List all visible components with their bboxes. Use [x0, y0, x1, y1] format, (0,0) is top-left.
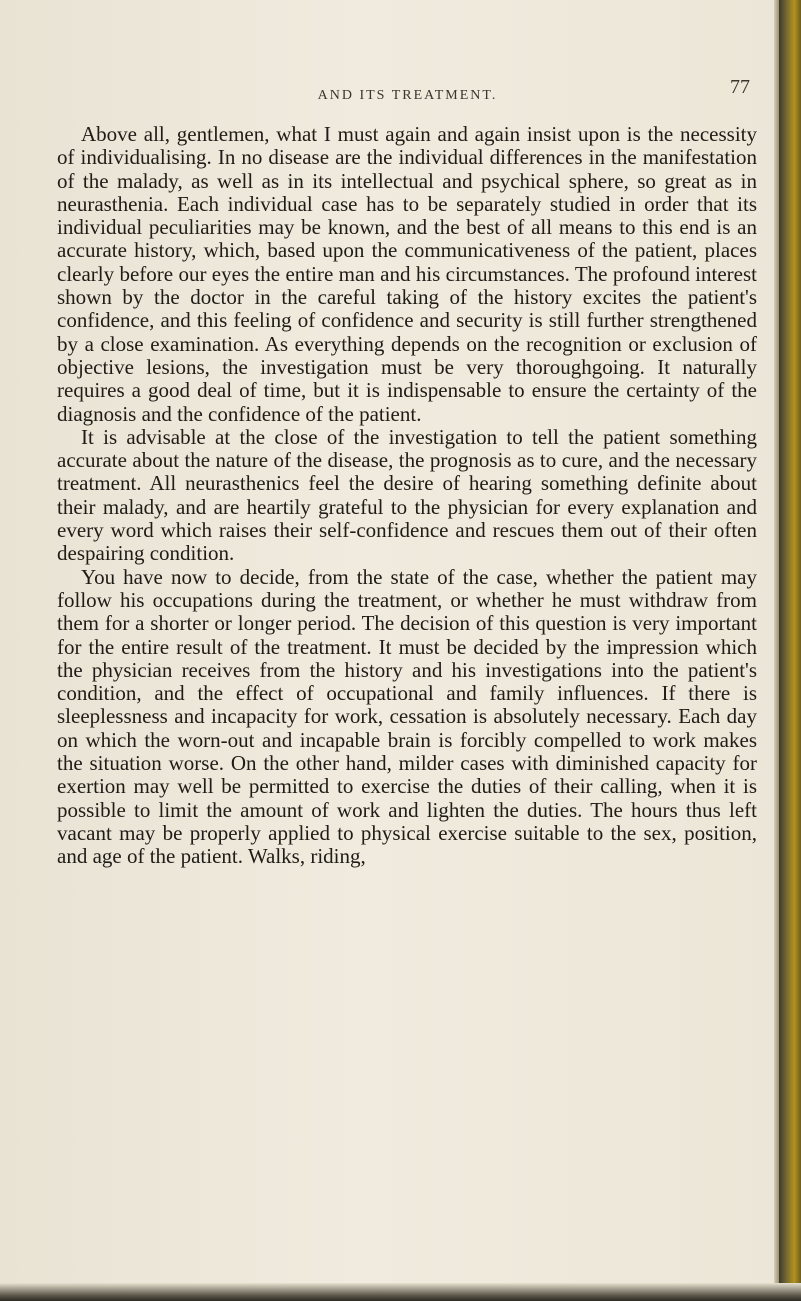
- page-number: 77: [730, 76, 750, 98]
- page-header: [55, 76, 760, 114]
- paragraph-3: You have now to decide, from the state of the case, whether the patient may follow his occupations during the treatment, or whether he must withdraw from them for a shorter or longer period. The decision of this question is very important for the entire result of the treatment. It must be decided by the impression which the physician receives from the history and his investigations into the patient's condition, and the effect of occupational and family influences. If there is sleeplessness and incapacity for work, cessation is absolutely necessary. Each day on which the worn-out and incapable brain is forcibly compelled to work makes the situation worse. On the other hand, milder cases with diminished capacity for exertion may well be permitted to exercise the duties of their calling, when it is possible to limit the amount of work and lighten the duties. The hours thus left vacant may be properly applied to physical exercise suitable to the sex, position, and age of the patient. Walks, riding,: [57, 564, 757, 869]
- page-bottom-edge: [0, 1283, 801, 1301]
- paragraph-2: It is advisable at the close of the investigation to tell the patient something accurate about the nature of the disease, the prognosis as to cure, and the necessary treatment. All neurasthenics feel the desire of hearing something definite about their malady, and are heartily grateful to the physician for every explanation and every word which raises their self-confidence and rescues them out of their often despairing condition.: [57, 424, 757, 566]
- body-text: [57, 123, 757, 869]
- book-binding-strip: [779, 0, 801, 1301]
- paragraph-1: Above all, gentlemen, what I must again and again insist upon is the necessity of individualising. In no disease are the individual differences in the manifestation of the malady, as well as in its intellectual and psychical sphere, so great as in neurasthenia. Each individual case has to be separately studied in order that its individual peculiarities may be known, and the best of all means to this end is an accurate history, which, based upon the communicativeness of the patient, places clearly before our eyes the entire man and his circumstances. The profound interest shown by the doctor in the careful taking of the history excites the patient's confidence, and this feeling of confidence and security is still further strengthened by a close examination. As everything depends on the recognition or exclusion of objective lesions, the investigation must be very thoroughgoing. It naturally requires a good deal of time, but it is indispensable to ensure the certainty of the diagnosis and the confidence of the patient.: [57, 122, 757, 426]
- running-title: AND ITS TREATMENT.: [317, 88, 498, 103]
